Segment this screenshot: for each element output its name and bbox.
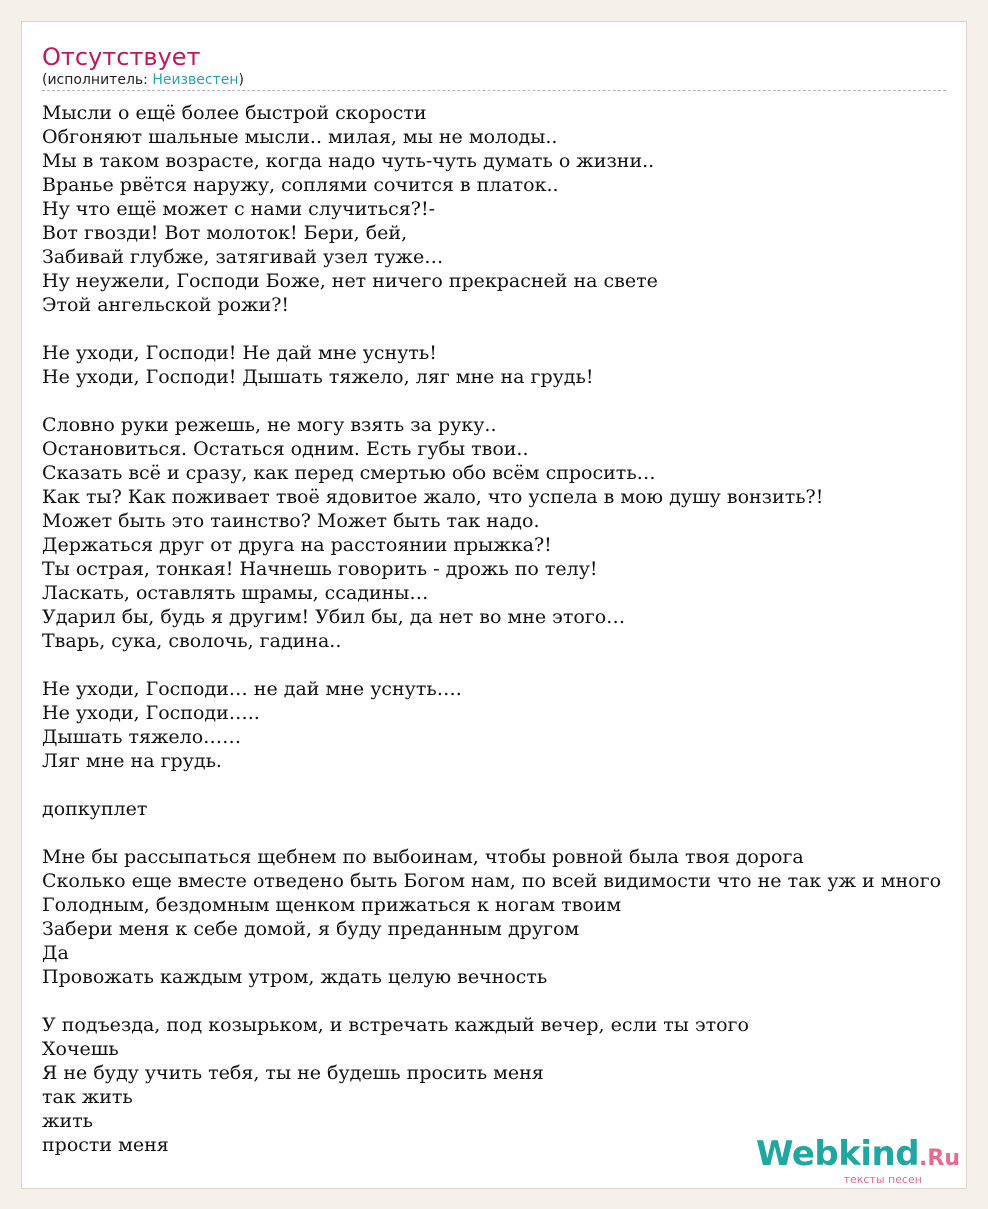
lyric-blank-line [42, 773, 967, 797]
lyric-line: Ну неужели, Господи Боже, нет ничего прекрасней на свете [42, 270, 658, 292]
lyric-line: жить [42, 1110, 93, 1132]
lyric-blank-line [42, 317, 967, 341]
lyric-line: Вранье рвётся наружу, соплями сочится в платок.. [42, 174, 559, 196]
lyric-blank-line [42, 989, 967, 1013]
brand-tld: .Ru [919, 1146, 960, 1171]
lyric-line: так жить [42, 1086, 133, 1108]
lyric-line: Словно руки режешь, не могу взять за руку.. [42, 414, 497, 436]
lyric-line: Тварь, сука, сволочь, гадина.. [42, 630, 342, 652]
artist-prefix: (исполнитель: [42, 72, 153, 88]
lyric-line: допкуплет [42, 798, 148, 820]
lyric-line: Ты острая, тонкая! Начнешь говорить - дрожь по телу! [42, 558, 598, 580]
lyric-line: Мы в таком возрасте, когда надо чуть-чуть думать о жизни.. [42, 150, 655, 172]
artist-suffix: ) [238, 72, 244, 88]
lyric-blank-line [42, 653, 967, 677]
lyrics-card [21, 21, 967, 1189]
lyric-line: Провожать каждым утром, ждать целую вечность [42, 966, 548, 988]
lyric-line: Сколько еще вместе отведено быть Богом нам, по всей видимости что не так уж и много [42, 870, 942, 892]
lyric-line: Остановиться. Остаться одним. Есть губы твои.. [42, 438, 529, 460]
lyric-line: Я не буду учить тебя, ты не будешь просить меня [42, 1062, 544, 1084]
lyric-line: Как ты? Как поживает твоё ядовитое жало, что успела в мою душу вонзить?! [42, 486, 824, 508]
lyric-line: Не уходи, Господи….. [42, 702, 260, 724]
lyric-line: Голодным, бездомным щенком прижаться к ногам твоим [42, 894, 622, 916]
lyrics-text [42, 101, 967, 1157]
lyric-line: Хочешь [42, 1038, 119, 1060]
lyric-line: Мысли о ещё более быстрой скорости [42, 102, 427, 124]
lyric-line: Обгоняют шальные мысли.. милая, мы не молоды.. [42, 126, 558, 148]
lyric-line: Держаться друг от друга на расстоянии прыжка?! [42, 534, 552, 556]
lyric-line: У подъезда, под козырьком, и встречать каждый вечер, если ты этого [42, 1014, 749, 1036]
title-divider [42, 90, 946, 91]
lyric-line: Может быть это таинство? Может быть так надо. [42, 510, 540, 532]
lyric-line: Вот гвозди! Вот молоток! Бери, бей, [42, 222, 408, 244]
lyric-line: Ляг мне на грудь. [42, 750, 222, 772]
lyric-line: Да [42, 942, 69, 964]
lyric-line: Дышать тяжело…… [42, 726, 242, 748]
lyric-line: Не уходи, Господи… не дай мне уснуть…. [42, 678, 462, 700]
lyric-line: Ну что ещё может с нами случиться?!- [42, 198, 436, 220]
lyric-line: Сказать всё и сразу, как перед смертью обо всём спросить… [42, 462, 656, 484]
lyric-blank-line [42, 821, 967, 845]
artist-line [42, 71, 244, 89]
lyric-line: прости меня [42, 1134, 169, 1156]
lyric-line: Ударил бы, будь я другим! Убил бы, да нет во мне этого… [42, 606, 626, 628]
lyric-line: Не уходи, Господи! Дышать тяжело, ляг мне на грудь! [42, 366, 594, 388]
lyric-line: Забери меня к себе домой, я буду преданным другом [42, 918, 580, 940]
song-title: Отсутствует [42, 43, 201, 71]
lyric-line: Забивай глубже, затягивай узел туже… [42, 246, 444, 268]
lyric-line: Мне бы рассыпаться щебнем по выбоинам, чтобы ровной была твоя дорога [42, 846, 804, 868]
lyric-line: Этой ангельской рожи?! [42, 294, 290, 316]
lyric-line: Не уходи, Господи! Не дай мне уснуть! [42, 342, 437, 364]
artist-link[interactable]: Неизвестен [152, 72, 239, 88]
lyric-line: Ласкать, оставлять шрамы, ссадины… [42, 582, 429, 604]
site-brand[interactable] [756, 1136, 960, 1186]
lyric-blank-line [42, 389, 967, 413]
brand-name: Webkind [756, 1134, 920, 1174]
webkind-logo [756, 1136, 960, 1177]
brand-tagline: тексты песен [843, 1173, 922, 1186]
